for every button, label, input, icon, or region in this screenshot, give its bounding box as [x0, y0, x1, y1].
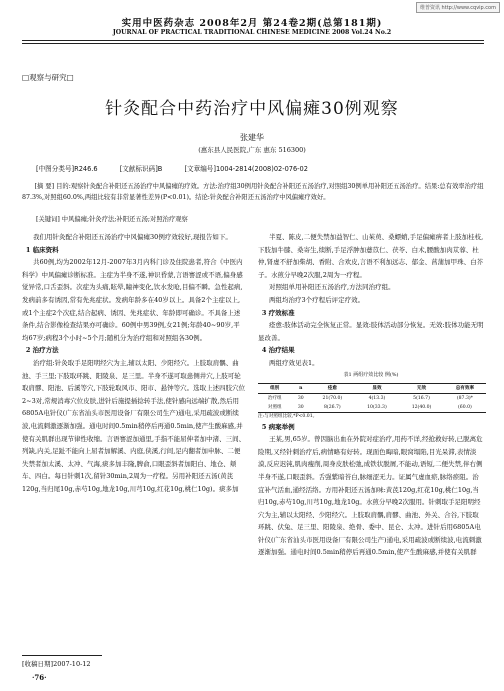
- table-header-cell: n: [299, 385, 303, 391]
- table-caption: 表1 两组疗效比较 例(%): [343, 371, 399, 378]
- article-title: 针灸配合中药治疗中风偏瘫30例观察: [105, 99, 399, 119]
- section-heading: 3 疗效标准: [261, 308, 295, 317]
- article-number: [文章编号]1004-2814(2008)02-076-02: [184, 165, 308, 173]
- paragraph: 两组均治疗3个疗程后评定疗效。: [269, 295, 365, 304]
- table-cell: 21(70.0): [322, 395, 343, 401]
- header-rule-thin: [22, 43, 484, 44]
- body-right-column: [258, 231, 484, 559]
- section-heading: 5 病案举例: [261, 422, 295, 431]
- table-cell: 30: [297, 404, 304, 410]
- table-cell: 10(33.3): [367, 404, 387, 410]
- document-code: [文献标识码]B: [119, 165, 163, 173]
- table-cell: 4(13.3): [368, 395, 386, 401]
- author: 张建华: [240, 133, 264, 142]
- table-note: 注:与对照组比较,*P<0.01。: [258, 413, 318, 419]
- table-header-cell: 显效: [372, 385, 382, 391]
- table-header-cell: 总有效率: [455, 385, 475, 391]
- table-cell: 30: [297, 395, 304, 401]
- table-cell: (87.3)*: [456, 395, 473, 401]
- section-heading: 1 临床资料: [25, 245, 59, 254]
- paragraph: 对照组单用补阳还五汤治疗,方法同治疗组。: [269, 283, 395, 292]
- journal-header-english: JOURNAL OF PRACTICAL TRADITIONAL CHINESE MEDICINE 2008 Vol.24 No.2: [112, 29, 392, 36]
- journal-header: 实用中医药杂志 2008年2月 第24卷2期(总第181期): [121, 18, 383, 29]
- table-cell: 对照组: [267, 404, 282, 410]
- header-rule: [22, 40, 484, 41]
- watermark-label: 维普资讯 http://www.cqvip.com: [416, 2, 500, 13]
- section-heading: 4 治疗结果: [261, 346, 295, 355]
- paragraph: 王某,男,65岁。曾因脑出血在外院对症治疗,用药不详,经抢救好转,已脱离危险期,又经针刺治疗后,病情略有好转。现面色晦暗,眼窝塌陷,目光呆滞,表情淡漠,反应迟钝,肌肉瘦削,周身皮肤松弛,成铁状脱屑,不能动,语短,二便失禁,伴右侧半身不遂,口眼歪斜。舌强紫暗苔白,脉细涩无力。证属气虚血瘀,脉络瘀阻。治宜补气活血,通经活络。方用补阳还五汤加味:黄芪120g,红花10g,桃仁10g,当归10g,赤芍10g,川芎10g,地龙10g。水煎分早晚2次服用。针刺取手足阳明经穴为主,辅以太阳经、少阳经穴。上肢取肩髃,肩髎、曲池、外关、合谷,下肢取环跳、伏兔、足三里、阳陵泉、绝骨、委中、昆仑、太冲。进针后用6805A电针仪(广东省汕头市医用设备厂有限公司生产)通电,采用疏波或断续波,电流刺激逐渐加强。通电时间0.5min稍停后再通0.5min,使产生酸麻感,并使有关肌群: [258, 435, 483, 557]
- results-table-block: [258, 370, 484, 421]
- affiliation: (惠东县人民医院,广东 惠东 516300): [198, 146, 306, 154]
- table-header-cell: 组别: [270, 385, 280, 391]
- table-cell: 治疗组: [267, 395, 282, 401]
- table-cell: 8(26.7): [323, 404, 341, 410]
- paragraph: 半夏、陈皮,二便失禁加益智仁、山茱萸、桑螵蛸,手足偏瘫痹者上肢加桂枝,下肢加牛膝、桑寄生,续断,手足浮肿加薏苡仁、茯苓、白术,腰酸加肉苁蓉、杜仲,肾虚不舒加柴胡、香附、合欢皮,言语不利加远志、郁金、菖蒲加甲珠、白芥子。水煎分早晚2次服,2周为一疗程。: [258, 233, 484, 279]
- section-heading: 2 治疗方法: [25, 346, 59, 355]
- page-number: ·76·: [32, 673, 47, 682]
- clc-number: [中图分类号]R246.6: [36, 165, 98, 173]
- table-header-cell: 无效: [416, 385, 427, 391]
- table-row: [258, 393, 486, 403]
- footnote-rule: [22, 655, 102, 656]
- paragraph: 两组疗效见表1。: [269, 358, 319, 367]
- table-cell: 12(40.0): [411, 404, 432, 410]
- abstract: [摘 要] 目的:观察针灸配合补阳还五汤治疗中风偏瘫的疗效。方法:治疗组30例用针灸配合补阳还五汤治疗,对照组30例单用补阳还五汤治疗。结果:总有效率治疗组87.3%,对照组60.0%,两组比较有非常显著性差异(P<0.01)。结论:针灸配合补阳还五汤治疗中风偏瘫疗效好。: [22, 183, 484, 201]
- results-table: [258, 383, 486, 413]
- received-date: [收稿日期]2007-10-12: [22, 660, 91, 668]
- table-header-cell: 痊愈: [327, 385, 337, 391]
- keywords: [关键词] 中风偏瘫;针灸疗法;补阳还五汤;对照治疗观察: [36, 216, 188, 223]
- table-row: [258, 403, 486, 413]
- paragraph: 治疗组:针灸取手足阳明经穴为主,辅以太阳、少阳经穴。上肢取肩髃、曲池、手三里;下肢取环跳、阳陵泉、足三里。半身不遂可取患侧井穴,上肢可轮取肩髎、阳池、后溪等穴,下肢轮取风市、阳市、悬钟等穴。选取上述四肢穴位2~3对,常规消毒穴位皮肤,进针后施提插捻转手法,使针感向远端扩散,然后用6805A电针仪(广东省汕头市医用设备厂有限公司生产)通电,采用疏波或断续波,电流刺激逐渐加强。通电时间0.5min稍停后再通0.5min,使产生酸麻感,并使有关肌群出现节律性收缩。言语謇涩加通里,手指不能屈伸者加中渚、三间、列缺,内关,足趾不能向上屈者加解溪、内庭,侠溪,行间,足内翻者加申脉、二便失禁者加太溪、太冲、气海,痰多加丰隆,脾俞,口眼歪斜者加阳白、地仓、颊车、四白。每日针刺1次,留针30min,2周为一疗程。另用补阳还五汤(黄芪120g,当归尾10g,赤芍10g,地龙10g,川芎10g,红花10g,桃仁10g)。痰多加: [22, 358, 246, 493]
- body-left-column: [22, 231, 246, 495]
- table-cell: 5(16.7): [413, 395, 430, 401]
- section-label: □观察与研究□: [22, 73, 74, 82]
- paragraph: 共60例,均为2002年12月-2007年3月内科门诊及住院患者,符合《中医内科学》中风偏瘫诊断标准。主症为半身不遂,神识昏蒙,言语謇涩或不语,偏身感觉异常,口舌歪斜。次症为头痛,眩晕,瞳神变化,饮水发呛,目偏不瞬。急性起病,发病前多有诱因,常有先兆症状。发病年龄多在40岁以上。具备2个主症以上,或1个主症2个次症,结合起病、诱因、先兆症状、年龄即可确诊。不具备上述条件,结合影像检查结果亦可确诊。60例中男39例,女21例;年龄40~90岁,平均67岁;病程3个小时~5个月;随机分为治疗组和对照组各30例。: [22, 258, 243, 342]
- paragraph: 我们用针灸配合补阳还五汤治疗中风偏瘫30例疗效较好,现报告如下。: [33, 233, 232, 241]
- table-cell: (60.0): [457, 404, 472, 410]
- classification-line: [36, 163, 328, 173]
- paragraph: 痊愈:肢体活动完全恢复正常。显效:肢体活动部分恢复。无效:肢体功能无明显改善。: [258, 321, 484, 342]
